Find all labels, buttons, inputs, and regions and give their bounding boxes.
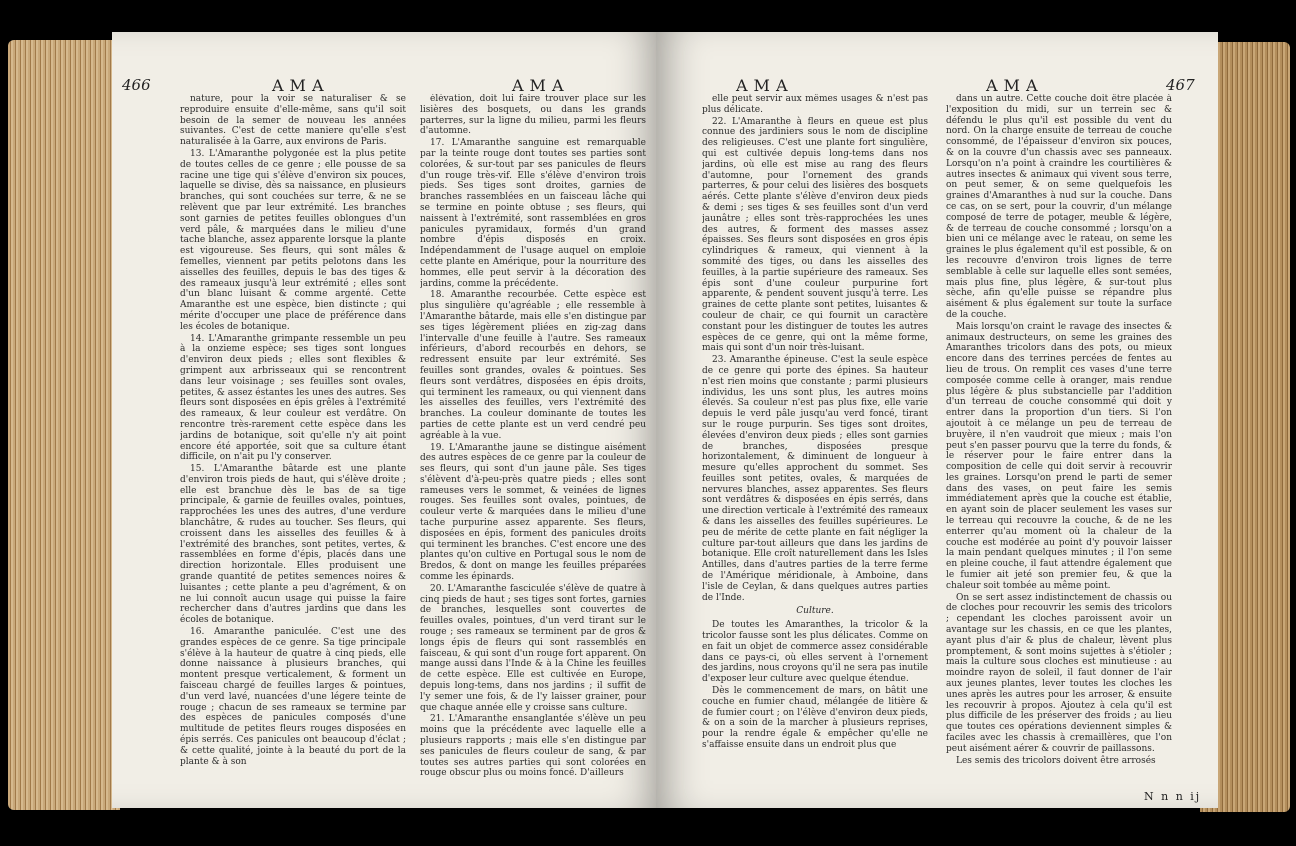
- paragraph: 13. L'Amaranthe polygonée est la plus petite de toutes celles de ce genre ; elle pousse de sa racine une tige qui s'élève d'environ six pouces, laquelle se divise, dès sa naissance, en plusieurs branches, qui sont couchées sur terre, & ne se relèvent que par leur extrémité. Les branches sont garnies de petites feuilles oblongues d'un verd pâle, & marquées dans le milieu d'une tache blanche, assez apparente lorsque la plante est vigoureuse. Ses fleurs, qui sont mâles & femelles, viennent par petits pelotons dans les aisselles des feuilles, depuis le bas des tiges & des rameaux jusqu'à leur extrémité ; elles sont d'un blanc luisant & comme argenté. Cette Amaranthe est une espèce, bien distincte ; qui mérite d'occuper une place de préférence dans les écoles de botanique.: [180, 148, 406, 332]
- paragraph: 22. L'Amaranthe à fleurs en queue est plus connue des jardiniers sous le nom de discipline des religieuses. C'est une plante fort singulière, qui est cultivée depuis long-tems dans nos jardins, où elle est mise au rang des fleurs d'automne, pour l'ornement des grands parterres, & pour celui des lisières des bosquets aérés. Cette plante s'élève d'environ deux pieds & demi ; ses tiges & ses feuilles sont d'un verd jaunâtre ; elles sont très-rapprochées les unes des autres, & forment des masses assez épaisses. Ses fleurs sont disposées en gros épis cylindriques & rameux, qui viennent à la sommité des tiges, ou dans les aisselles des feuilles, à la partie supérieure des rameaux. Ses épis sont d'une couleur purpurine fort apparente, & pendent souvent jusqu'à terre. Les graines de cette plante sont petites, luisantes & couleur de chair, ce qui fournit un caractère constant pour les distinguer de toutes les autres espèces de ce genre, qui ont la même forme, mais qui sont d'un noir très-luisant.: [702, 116, 928, 354]
- paragraph: dans un autre. Cette couche doit être placée à l'exposition du midi, sur un terrein sec & défendu le plus qu'il est possible du vent du nord. On la charge ensuite de terreau de couche consommé, de l'épaisseur d'environ six pouces, & on la couvre d'un chassis avec ses panneaux. Lorsqu'on n'a point à craindre les courtilières & autres insectes & animaux qui vivent sous terre, on peut semer, & on seme quelquefois les graines d'Amaranthes à nud sur la couche. Dans ce cas, on se sert, pour la couvrir, d'un mélange composé de terre de potager, meuble & légère, & de terreau de couche consommé ; lorsqu'on a bien uni ce mélange avec le rateau, on seme les graines le plus également qu'il est possible, & on les recouvre d'environ trois lignes de terre semblable à celle sur laquelle elles sont semées, mais plus fine, plus légère, & sur-tout plus sèche, afin qu'elle puisse se répandre plus aisément & plus également sur toute la surface de la couche.: [946, 94, 1172, 320]
- paragraph: 20. L'Amaranthe fasciculée s'élève de quatre à cinq pieds de haut ; ses tiges sont fortes, garnies de branches, lesquelles sont couvertes de feuilles ovales, pointues, d'un verd tirant sur le rouge ; ses rameaux se terminent par de gros & longs épis de fleurs qui sont rassemblés en faisceau, & qui sont d'un rouge fort apparent. On mange aussi dans l'Inde & à la Chine les feuilles de cette espèce. Elle est cultivée en Europe, depuis long-tems, dans nos jardins ; il suffit de l'y semer une fois, & de l'y laisser grainer, pour que chaque année elle y croisse sans culture.: [420, 583, 646, 713]
- paragraph: 19. L'Amaranthe jaune se distingue aisément des autres espèces de ce genre par la couleur de ses fleurs, qui sont d'un jaune pâle. Ses tiges s'élèvent d'à-peu-près quatre pieds ; elles sont rameuses vers le sommet, & veinées de lignes rouges. Ses feuilles sont ovales, pointues, de couleur verte & marquées dans le milieu d'une tache purpurine assez apparente. Ses fleurs, disposées en épis, forment des panicules droits qui terminent les branches. C'est encore une des plantes qu'on cultive en Portugal sous le nom de Bredos, & dont on mange les feuilles préparées comme les épinards.: [420, 442, 646, 583]
- open-book: [8, 32, 1290, 822]
- page-edges-left: [8, 40, 120, 810]
- left-page: [112, 32, 660, 808]
- paragraph: 14. L'Amaranthe grimpante ressemble un peu à la onzieme espèce; ses tiges sont longues d'environ deux pieds ; elles sont flexibles & grimpent aux arbrisseaux qui se rencontrent dans leur voisinage ; ses feuilles sont ovales, petites, & assez éstantes les unes des autres. Ses fleurs sont disposées en épis grêles à l'extrémité des rameaux, & leur couleur est verdâtre. On rencontre très-rarement cette espèce dans les jardins de botanique, soit qu'elle n'y ait point encore été apportée, soit que sa culture étant difficile, on n'ait pu l'y conserver.: [180, 333, 406, 463]
- section-heading: Culture.: [796, 606, 834, 617]
- paragraph: 18. Amaranthe recourbée. Cette espèce est plus singulière qu'agréable ; elle ressemble à l'Amaranthe bâtarde, mais elle s'en distingue par ses tiges légèrement pliées en zig-zag dans l'intervalle d'une feuille à l'autre. Ses rameaux inférieurs, d'abord recourbés en dehors, se redressent ensuite par leur extrémité. Ses feuilles sont grandes, ovales & pointues. Ses fleurs sont verdâtres, disposées en épis droits, qui terminent les rameaux, ou qui viennent dans les aisselles des feuilles, vers l'extrémité des branches. La couleur dominante de toutes les parties de cette plante est un verd cendré peu agréable à la vue.: [420, 290, 646, 441]
- paragraph: Les semis des tricolors doivent être arrosés: [956, 755, 1156, 766]
- left-running-head-2: AMA: [512, 76, 570, 95]
- left-column-2: [420, 94, 646, 794]
- paragraph: Mais lorsqu'on craint le ravage des insectes & animaux destructeurs, on seme les graines des Amaranthes tricolors dans des pots, ou mieux encore dans des terrines percées de fentes au lieu de trous. On remplit ces vases d'une terre composée comme celle à oranger, mais rendue plus légère & plus substancielle par l'addition d'un terreau de couche consommé qui doit y entrer dans la proportion d'un tiers. Si l'on ajoutoit à ce mélange un peu de terreau de bruyère, il n'en vaudroit que mieux ; mais l'on peut s'en passer pourvu que la terre du fonds, & le réserver pour le faire entrer dans la composition de celle qui doit servir à recouvrir les graines. Lorsqu'on prend le parti de semer dans des vases, on peut faire les semis immédiatement après que la couche est établie, en ayant soin de placer seulement les vases sur le terreau qui recouvre la couche, & de ne les enterrer qu'au moment où la chaleur de la couche est modérée au point d'y pouvoir laisser la main pendant quelques minutes ; il l'on seme en pleine couche, il faut attendre également que le fumier ait jeté son premier feu, & que la chaleur soit tombée au même point.: [946, 321, 1172, 591]
- paragraph: De toutes les Amaranthes, la tricolor & la tricolor fausse sont les plus délicates. Comme on en fait un objet de commerce assez considérable dans ce pays-ci, où elles servent à l'ornement des jardins, nous croyons qu'il ne sera pas inutile d'exposer leur culture avec quelque étendue.: [702, 620, 928, 685]
- paragraph: 15. L'Amaranthe bâtarde est une plante d'environ trois pieds de haut, qui s'élève droite ; elle est branchue dès le bas de sa tige principale, & garnie de feuilles ovales, pointues, rapprochées les unes des autres, d'une verdure blanchâtre, & rudes au toucher. Ses fleurs, qui croissent dans les aisselles des feuilles & à l'extrémité des branches, sont petites, vertes, & rassemblées en forme d'épis, placés dans une direction horizontale. Elles produisent une grande quantité de petites semences noires & luisantes ; cette plante a peu d'agrément, & on ne lui connoît aucun usage qui puisse la faire rechercher dans d'autres jardins que dans les écoles de botanique.: [180, 464, 406, 626]
- right-column-1: [702, 94, 928, 794]
- right-running-head-1: AMA: [736, 76, 794, 95]
- paragraph: 21. L'Amaranthe ensanglantée s'élève un peu moins que la précédente avec laquelle elle a plusieurs rapports ; mais elle s'en distingue par ses panicules de fleurs couleur de sang, & par toutes ses autres parties qui sont colorées en rouge obscur plus ou moins foncé. D'ailleurs: [420, 714, 646, 779]
- left-column-1: [180, 94, 406, 794]
- paragraph: 17. L'Amaranthe sanguine est remarquable par la teinte rouge dont toutes ses parties sont colorées, & sur-tout par ses panicules de fleurs d'un rouge très-vif. Elle s'élève d'environ trois pieds. Ses tiges sont droites, garnies de branches rassemblées en un faisceau lâche qui se termine en pointe obtuse ; ses fleurs, qui naissent à l'extrémité, sont rassemblées en gros panicules pyramidaux, formés d'un grand nombre d'épis disposés en croix. Indépendamment de l'usage auquel on emploie cette plante en Amérique, pour la nourriture des hommes, elle peut servir à la décoration des jardins, comme la précédente.: [420, 138, 646, 289]
- paragraph: elle peut servir aux mêmes usages & n'est pas plus délicate.: [702, 94, 928, 115]
- paragraph: 16. Amaranthe paniculée. C'est une des grandes espèces de ce genre. Sa tige principale s'élève à la hauteur de quatre à cinq pieds, elle donne naissance à plusieurs branches, qui montent presque verticalement, & forment un faisceau chargé de feuilles larges & pointues, d'un verd lavé, nuancées d'une légere teinte de rouge ; chacun de ses rameaux se termine par des espèces de panicules composés d'une multitude de petites fleurs rouges disposées en épis serrés. Ces panicules ont beaucoup d'éclat ; & cette qualité, jointe à la beauté du port de la plante & à son: [180, 627, 406, 767]
- right-running-head-2: AMA: [986, 76, 1044, 95]
- right-column-2: [946, 94, 1172, 794]
- right-page-number: 467: [1166, 76, 1195, 94]
- signature-mark: N n n ij: [1144, 790, 1202, 803]
- left-page-number: 466: [122, 76, 151, 94]
- paragraph: 23. Amaranthe épineuse. C'est la seule espèce de ce genre qui porte des épines. Sa hauteur n'est rien moins que constante ; parmi plusieurs individus, les uns sont plus, les autres moins élevés. Sa couleur n'est pas plus fixe, elle varie depuis le verd pâle jusqu'au verd foncé, tirant sur le rouge purpurin. Ses tiges sont droites, élevées d'environ deux pieds ; elles sont garnies de branches, disposées presque horizontalement, & diminuent de longueur à mesure qu'elles approchent du sommet. Ses feuilles sont petites, ovales, & marquées de nervures blanches, assez apparentes. Ses fleurs sont verdâtres & disposées en épis serrés, dans une direction verticale à l'extrémité des rameaux & dans les aisselles des feuilles supérieures. Le peu de mérite de cette plante en fait négliger la culture par-tout ailleurs que dans les jardins de botanique. Elle croît naturellement dans les Isles Antilles, dans d'autres parties de la terre ferme de l'Amérique méridionale, à Amboine, dans l'isle de Ceylan, & dans quelques autres parties de l'Inde.: [702, 355, 928, 603]
- paragraph: On se sert assez indistinctement de chassis ou de cloches pour recouvrir les semis des tricolors ; cependant les cloches paroissent avoir un avantage sur les chassis, en ce que les plantes, ayant plus d'air & plus de chaleur, lèvent plus promptement, & sont moins sujettes à s'étioler ; mais la culture sous cloches est minutieuse : au moindre rayon de soleil, il faut donner de l'air aux jeunes plantes, lever toutes les cloches les unes après les autres pour les arroser, & ensuite les recouvrir à propos. Ajoutez à cela qu'il est plus difficile de les préserver des froids ; au lieu que toutes ces opérations deviennent simples & faciles avec les chassis à cremaillères, que l'on peut aisément aérer & couvrir de paillassons.: [946, 592, 1172, 754]
- right-page: [656, 32, 1218, 808]
- paragraph: élévation, doit lui faire trouver place sur les lisières des bosquets, ou dans les grands parterres, sur la ligne du milieu, parmi les fleurs d'automne.: [420, 94, 646, 137]
- paragraph: nature, pour la voir se naturaliser & se reproduire ensuite d'elle-même, sans qu'il soit besoin de la semer de nouveau les années suivantes. C'est de cette maniere qu'elle s'est naturalisée à la Garre, aux environs de Paris.: [180, 94, 406, 148]
- paragraph: Dès le commencement de mars, on bâtit une couche en fumier chaud, mélangée de litière & de fumier court ; on l'élève d'environ deux pieds, & on a soin de la marcher à plusieurs reprises, pour la rendre égale & empêcher qu'elle ne s'affaisse ensuite dans un endroit plus que: [702, 686, 928, 751]
- left-running-head-1: AMA: [272, 76, 330, 95]
